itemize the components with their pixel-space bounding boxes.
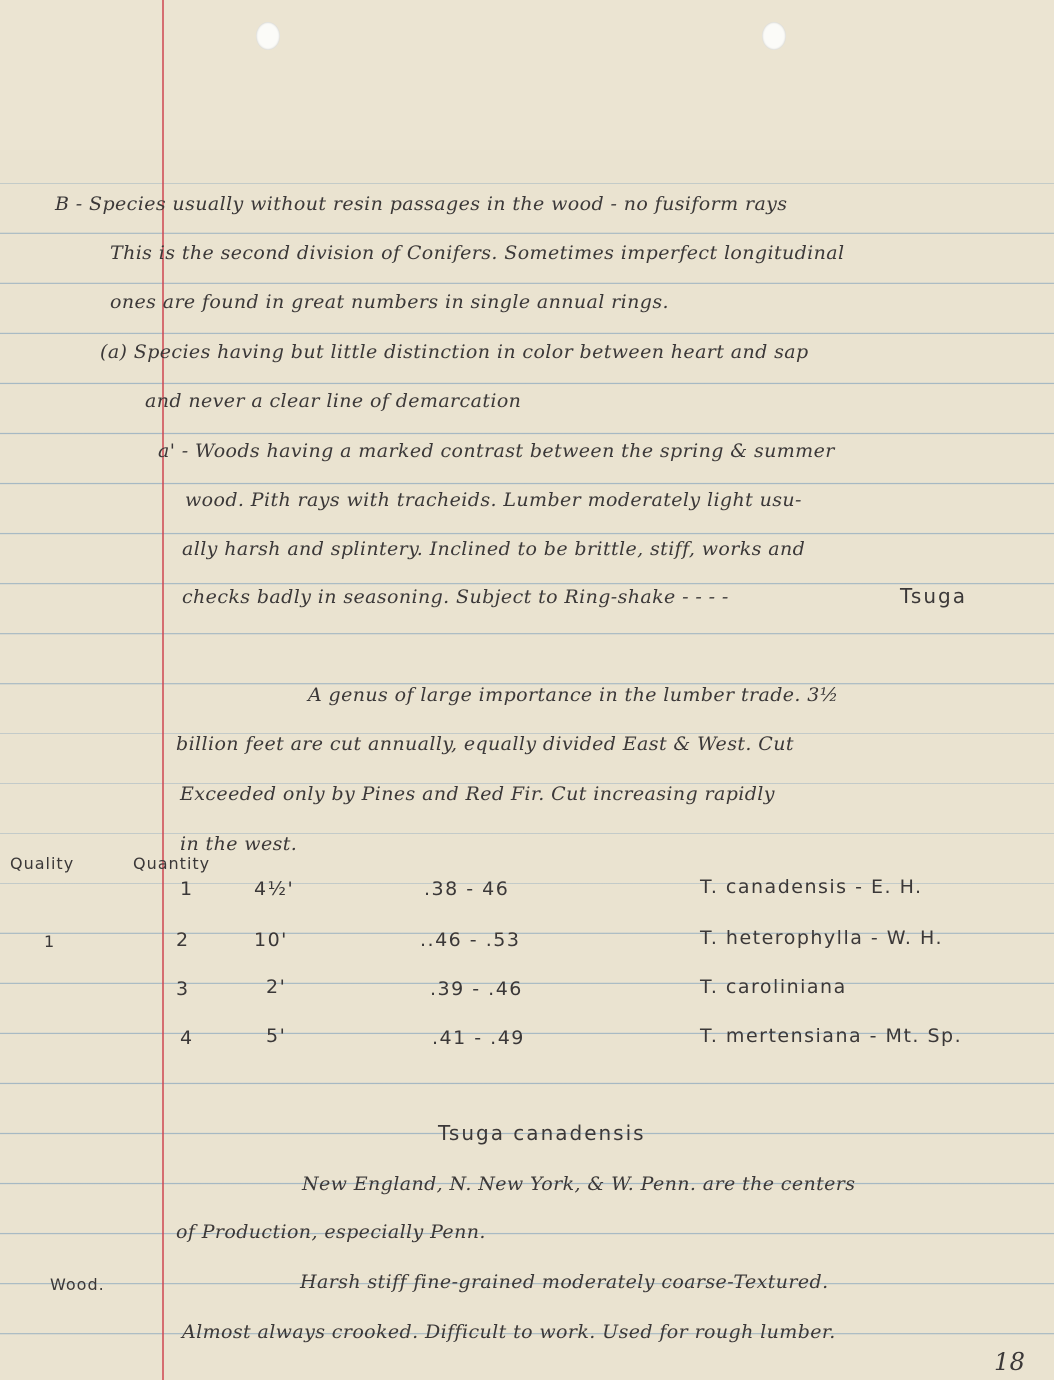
handwritten-line: ones are found in great numbers in single annual rings. bbox=[110, 291, 669, 313]
rank-cell: 3 bbox=[176, 978, 190, 1000]
gravity-cell: ..46 - .53 bbox=[420, 929, 521, 951]
gravity-cell: .39 - .46 bbox=[430, 978, 523, 1000]
wood-margin-note: Wood. bbox=[50, 1275, 105, 1294]
page-number: 18 bbox=[994, 1348, 1026, 1376]
handwritten-line: of Production, especially Penn. bbox=[176, 1221, 486, 1243]
handwritten-line: and never a clear line of demarcation bbox=[145, 390, 522, 412]
handwritten-line: Harsh stiff fine-grained moderately coarse-Textured. bbox=[300, 1271, 829, 1293]
page-header-area bbox=[0, 0, 1054, 150]
quality-value: 1 bbox=[44, 932, 57, 951]
handwritten-line: Almost always crooked. Difficult to work. Used for rough lumber. bbox=[182, 1321, 836, 1343]
handwritten-line: This is the second division of Conifers. Sometimes imperfect longitudinal bbox=[110, 242, 845, 264]
quantity-cell: 4½' bbox=[254, 878, 295, 900]
handwritten-line: B - Species usually without resin passages in the wood - no fusiform rays bbox=[55, 193, 788, 215]
punch-hole-right bbox=[762, 22, 786, 50]
handwritten-line: Exceeded only by Pines and Red Fir. Cut increasing rapidly bbox=[180, 783, 775, 805]
handwritten-line: New England, N. New York, & W. Penn. are the centers bbox=[302, 1173, 856, 1195]
handwritten-line: ally harsh and splintery. Inclined to be brittle, stiff, works and bbox=[182, 538, 806, 560]
species-cell: T. canadensis - E. H. bbox=[700, 876, 923, 898]
handwritten-line: wood. Pith rays with tracheids. Lumber moderately light usu- bbox=[185, 489, 802, 511]
handwritten-line: (a) Species having but little distinction in color between heart and sap bbox=[100, 341, 809, 363]
species-cell: T. mertensiana - Mt. Sp. bbox=[700, 1025, 963, 1047]
quantity-heading: Quantity bbox=[133, 854, 211, 873]
genus-label: Tsuga bbox=[900, 584, 967, 608]
quantity-cell: 10' bbox=[254, 929, 288, 951]
punch-hole-left bbox=[256, 22, 280, 50]
quantity-cell: 2' bbox=[266, 976, 287, 998]
rank-cell: 4 bbox=[180, 1027, 194, 1049]
species-cell: T. caroliniana bbox=[700, 976, 847, 998]
gravity-cell: .38 - 46 bbox=[424, 878, 510, 900]
handwritten-line: A genus of large importance in the lumber trade. 3½ bbox=[308, 684, 839, 706]
handwritten-line: a' - Woods having a marked contrast between the spring & summer bbox=[158, 440, 835, 462]
species-cell: T. heterophylla - W. H. bbox=[700, 927, 943, 949]
handwritten-line: billion feet are cut annually, equally divided East & West. Cut bbox=[176, 733, 794, 755]
handwritten-line: checks badly in seasoning. Subject to Ring-shake - - - - bbox=[182, 586, 729, 608]
quantity-cell: 5' bbox=[266, 1025, 287, 1047]
handwritten-line: in the west. bbox=[180, 833, 298, 855]
section-heading: Tsuga canadensis bbox=[438, 1121, 646, 1145]
rank-cell: 1 bbox=[180, 878, 194, 900]
rank-cell: 2 bbox=[176, 929, 190, 951]
quality-heading: Quality bbox=[10, 854, 75, 873]
gravity-cell: .41 - .49 bbox=[432, 1027, 525, 1049]
